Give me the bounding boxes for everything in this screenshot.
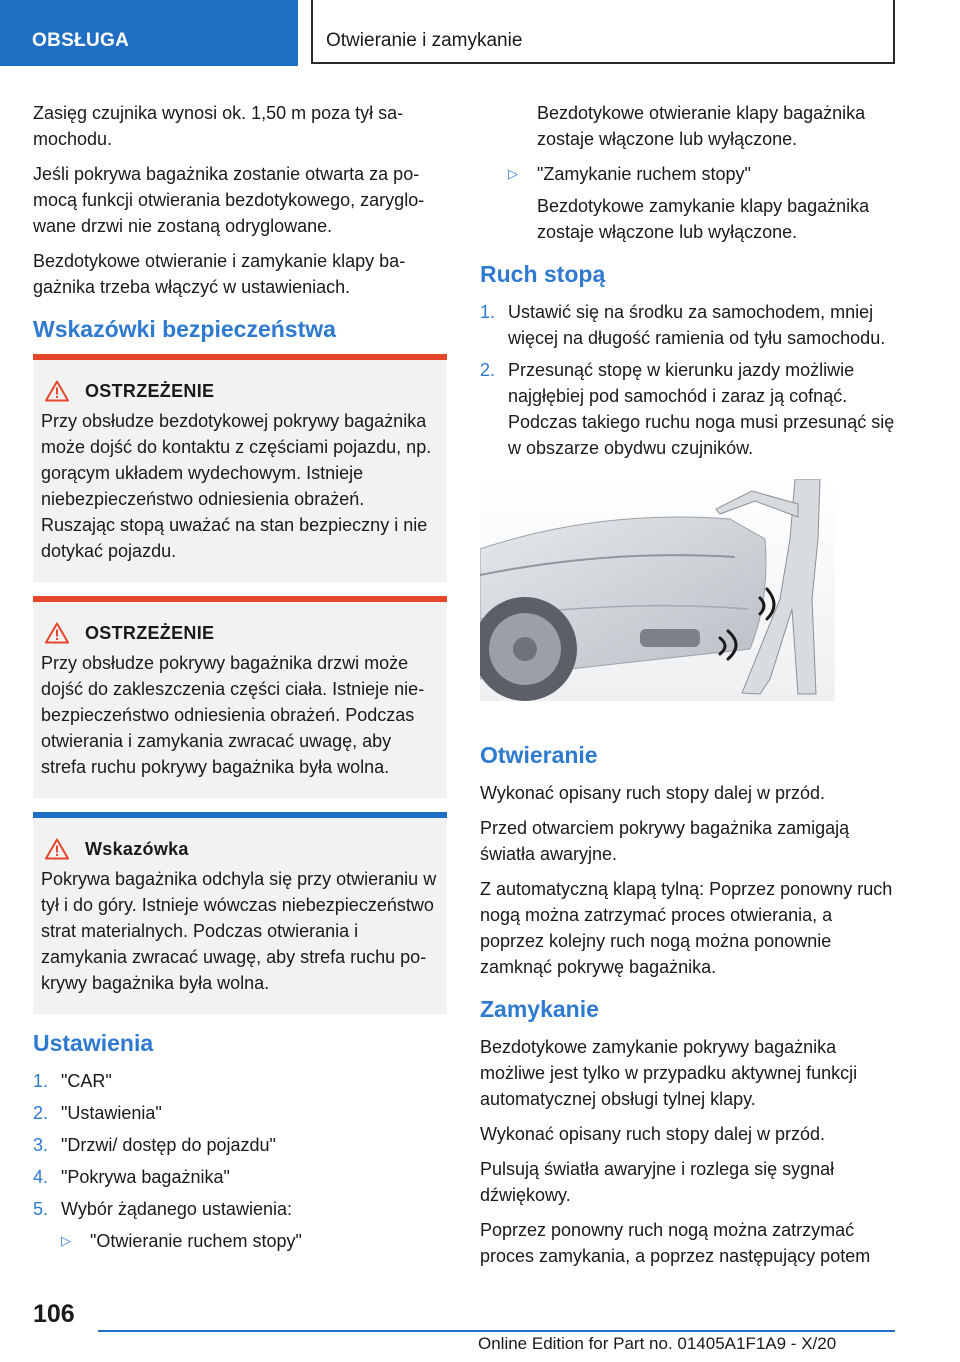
section-heading-settings: Ustawienia xyxy=(33,1030,154,1056)
step-text: "Pokrywa bagażnika" xyxy=(61,1167,230,1187)
option-label: "Otwieranie ruchem stopy" xyxy=(90,1231,302,1251)
note-header xyxy=(41,838,439,860)
warning-header xyxy=(41,380,439,402)
option-description: Bezdotykowe otwieranie klapy bagażnika zostaje włączone lub wyłączone. xyxy=(537,103,866,149)
paragraph: Pulsują światła awaryjne i rozlega się sygnał dźwiękowy. xyxy=(480,1159,835,1205)
list-item xyxy=(480,357,895,461)
step-number: 4. xyxy=(33,1167,49,1187)
triangle-bullet-icon: ▷ xyxy=(508,166,518,181)
settings-steps xyxy=(33,1068,447,1222)
page-number: 106 xyxy=(33,1300,75,1328)
warning-text: Przy obsłudze pokrywy bagażnika drzwi może dojść do zakleszczenia części ciała. Istnieje niebezpieczeństwo odniesienia obrażeń. Podczas otwierania i zamykania zwracać uwagę, aby strefa ruchu pokrywy bagażnika była wolna. xyxy=(41,653,425,777)
step-number: 2. xyxy=(480,360,496,380)
step-number: 1. xyxy=(33,1071,49,1091)
section-heading-safety: Wskazówki bezpieczeństwa xyxy=(33,316,336,342)
page-header xyxy=(0,0,960,66)
list-item xyxy=(33,1100,447,1126)
paragraph: Zasięg czujnika wynosi ok. 1,50 m poza tył samochodu. xyxy=(33,103,404,149)
paragraph: Bezdotykowe zamykanie pokrywy bagażnika możliwe jest tylko w przypadku aktywnej funkcji automatycznej obsługi tylnej klapy. xyxy=(480,1037,858,1109)
list-item xyxy=(33,1164,447,1190)
warning-header xyxy=(41,622,439,644)
list-item xyxy=(33,1196,447,1222)
warning-box xyxy=(33,596,447,798)
paragraph: Wykonać opisany ruch stopy dalej w przód. xyxy=(480,1124,826,1144)
step-text: Wybór żądanego ustawienia: xyxy=(61,1199,292,1219)
paragraph: Przed otwarciem pokrywy bagażnika zamigają światła awaryjne. xyxy=(480,818,850,864)
right-column xyxy=(480,100,895,1278)
warning-box xyxy=(33,354,447,582)
list-item xyxy=(480,299,895,351)
step-text: "Drzwi/ dostęp do pojazdu" xyxy=(61,1135,276,1155)
step-text: "CAR" xyxy=(61,1071,112,1091)
note-title: Wskazówka xyxy=(85,838,189,859)
section-heading-foot: Ruch stopą xyxy=(480,261,606,287)
note-box xyxy=(33,812,447,1014)
paragraph: Bezdotykowe otwieranie i zamykanie klapy bagażnika trzeba włączyć w ustawieniach. xyxy=(33,251,406,297)
triangle-bullet-icon: ▷ xyxy=(61,1233,71,1248)
step-number: 1. xyxy=(480,302,496,322)
paragraph: Wykonać opisany ruch stopy dalej w przód. xyxy=(480,783,826,803)
warning-triangle-icon xyxy=(45,380,69,402)
section-tab: OBSŁUGA xyxy=(0,0,298,66)
section-heading-open: Otwieranie xyxy=(480,742,598,768)
footer-edition: Online Edition for Part no. 01405A1F1A9 - X/20 xyxy=(478,1334,837,1353)
paragraph: Poprzez ponowny ruch nogą można zatrzymać proces zamykania, a poprzez następujący potem xyxy=(480,1220,871,1266)
paragraph: Z automatyczną klapą tylną: Poprzez ponowny ruch nogą można zatrzymać proces otwierania, a poprzez kolejny ruch nogą można ponownie zamknąć pokrywę bagażnika. xyxy=(480,879,893,977)
option-description: Bezdotykowe zamykanie klapy bagażnika zostaje włączone lub wyłączone. xyxy=(537,196,870,242)
car-rear-foot-illustration xyxy=(480,479,835,701)
step-number: 5. xyxy=(33,1199,49,1219)
list-item xyxy=(33,1132,447,1158)
warning-triangle-icon xyxy=(45,622,69,644)
step-text: Przesunąć stopę w kierunku jazdy możliwie najgłębiej pod samochód i zaraz ją cofnąć. Podczas takiego ruchu noga musi przesunąć się w obszarze obydwu czujników. xyxy=(508,360,895,458)
sub-option xyxy=(61,1228,447,1254)
foot-steps xyxy=(480,299,895,461)
left-column xyxy=(33,100,447,1260)
chapter-title: Otwieranie i zamykanie xyxy=(311,0,895,64)
sub-option xyxy=(508,161,895,187)
paragraph: Jeśli pokrywa bagażnika zostanie otwarta za pomocą funkcji otwierania bezdotykowego, zaryglowane drzwi nie zostaną odryglowane. xyxy=(33,164,425,236)
step-number: 3. xyxy=(33,1135,49,1155)
step-text: Ustawić się na środku za samochodem, mniej więcej na długość ramienia od tyłu samochodu. xyxy=(508,302,886,348)
warning-triangle-icon xyxy=(45,838,69,860)
list-item xyxy=(33,1068,447,1094)
step-number: 2. xyxy=(33,1103,49,1123)
option-label: "Zamykanie ruchem stopy" xyxy=(537,164,751,184)
step-text: "Ustawienia" xyxy=(61,1103,162,1123)
warning-title: OSTRZEŻENIE xyxy=(85,380,215,401)
section-heading-close: Zamykanie xyxy=(480,996,599,1022)
footer-divider xyxy=(98,1330,895,1332)
note-text: Pokrywa bagażnika odchyla się przy otwieraniu w tył i do góry. Istnieje wówczas niebezpieczeństwo strat materialnych. Podczas otwierania i zamykania zwracać uwagę, aby strefa ruchu pokrywy bagażnika była wolna. xyxy=(41,869,437,993)
warning-text: Przy obsłudze bezdotykowej pokrywy bagażnika może dojść do kontaktu z częściami pojazdu, np. gorącym układem wydechowym. Istnieje niebezpieczeństwo odniesienia obrażeń. Ruszając stopą uważać na stan bezpieczny i nie dotykać pojazdu. xyxy=(41,411,432,561)
warning-title: OSTRZEŻENIE xyxy=(85,622,215,643)
